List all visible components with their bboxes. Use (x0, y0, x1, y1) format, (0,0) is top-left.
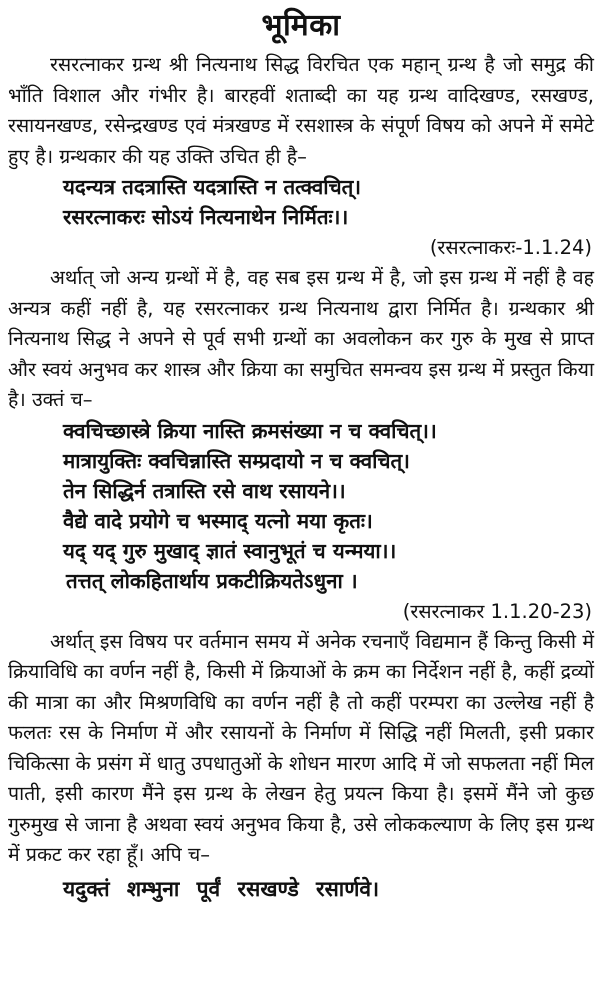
explanation-paragraph: अर्थात् जो अन्य ग्रन्थों में है, वह सब इस ग्रन्थ में है, जो इस ग्रन्थ में नहीं है वह अन्यत्र कहीं नहीं है, यह रसरत्नाकर ग्रन्थ नित्यनाथ द्वारा निर्मित है। ग्रन्थकार श्री नित्यनाथ सिद्ध ने अपने से पूर्व सभी ग्रन्थों का अवलोकन कर गुरु के मुख से प्राप्त और स्वयं अनुभव कर शास्त्र और क्रिया का समुचित समन्वय इस ग्रन्थ में प्रस्तुत किया है। उक्तं च– (8, 266, 594, 411)
document-page (0, 6, 600, 981)
verse-block-1 (8, 172, 594, 232)
verse-line: तत्तत् लोकहितार्थाय प्रकटीक्रियतेऽधुना । (66, 568, 358, 593)
intro-paragraph: रसरत्नाकर ग्रन्थ श्री नित्यनाथ सिद्ध विरचित एक महान् ग्रन्थ है जो समुद्र की भाँति विशाल और गंभीर है। बारहवीं शताब्दी का यह ग्रन्थ वादिखण्ड, रसखण्ड, रसायनखण्ड, रसेन्द्रखण्ड एवं मंत्रखण्ड में रसशास्त्र के संपूर्ण विषय को अपने में समेटे हुए है। ग्रन्थकार की यह उक्ति उचित ही है– (8, 53, 594, 168)
verse-line: यद् यद् गुरु मुखाद् ज्ञातं स्वानुभूतं च यन्मया।। (63, 538, 397, 563)
verse-reference: (रसरत्नाकरः-1.1.24) (429, 236, 592, 259)
verse-line: मात्रायुक्तिः क्वचिन्नास्ति सम्प्रदायो न च क्वचित्। (63, 448, 410, 473)
commentary-paragraph: अर्थात् इस विषय पर वर्तमान समय में अनेक रचनाएँ विद्यमान हैं किन्तु किसी में क्रियाविधि का वर्णन नहीं है, किसी में क्रियाओं के क्रम का निर्देशन नहीं है, कहीं द्रव्यों की मात्रा का और मिश्रणविधि का वर्णन नहीं है तो कहीं परम्परा का उल्लेख नहीं है फलतः रस के निर्माण में और रसायनों के निर्माण में सिद्धि नहीं मिलती, इसी प्रकार चिकित्सा के प्रसंग में धातु उपधातुओं के शोधन मारण आदि में जो सफलता नहीं मिल पाती, इसी कारण मैंने इस ग्रन्थ के लेखन हेतु प्रयत्न किया है। इसमें मैंने जो कुछ गुरुमुख से जाना है अथवा स्वयं अनुभव किया है, उसे लोककल्याण के लिए इस ग्रन्थ में प्रकट कर रहा हूँ। अपि च– (8, 629, 594, 866)
verse-line: तेन सिद्धिर्न तत्रास्ति रसे वाथ रसायने।। (63, 478, 346, 503)
verse-line: वैद्ये वादे प्रयोगे च भस्माद् यत्नो मया कृतः। (63, 508, 373, 533)
verse-reference: (रसरत्नाकर 1.1.20-23) (402, 599, 592, 623)
verse-block-2 (8, 416, 594, 596)
verse-line: रसरत्नाकरः सोऽयं नित्यनाथेन निर्मितः।। (63, 205, 349, 229)
closing-verse: यदुक्तं शम्भुना पूर्वं रसखण्डे रसार्णवे। (63, 876, 380, 901)
verse-line: यदन्यत्र तदत्रास्ति यदत्रास्ति न तत्क्वचित्। (63, 175, 362, 199)
page-title: भूमिका (261, 8, 341, 43)
verse-line: क्वचिच्छास्त्रे क्रिया नास्ति क्रमसंख्या न च क्वचित्।। (63, 418, 437, 443)
